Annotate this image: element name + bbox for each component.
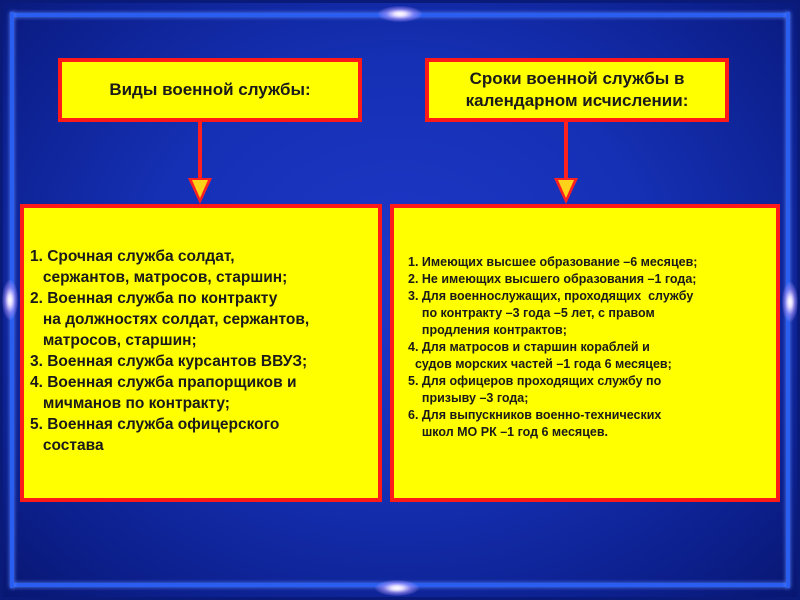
glow-top-decoration	[378, 6, 422, 22]
list-item: сержантов, матросов, старшин;	[30, 269, 288, 286]
glow-left-decoration	[2, 280, 18, 320]
list-item: состава	[30, 437, 104, 454]
down-arrow-right-icon	[553, 122, 579, 206]
list-item: призыву –3 года;	[408, 391, 529, 405]
list-item: 3. Для военнослужащих, проходящих службу	[408, 289, 694, 303]
service-terms-header	[425, 58, 729, 122]
military-service-types-list-box	[20, 204, 382, 502]
list-item: мичманов по контракту;	[30, 395, 230, 412]
list-item: 4. Для матросов и старшин кораблей и	[408, 340, 650, 354]
list-item: 5. Военная служба офицерского	[30, 416, 280, 433]
service-terms-list-box	[390, 204, 780, 502]
list-item: 5. Для офицеров проходящих службу по	[408, 374, 662, 388]
list-item: 2. Военная служба по контракту	[30, 290, 278, 307]
service-terms-title-line-2: календарном исчислении:	[465, 91, 689, 110]
service-terms-title	[466, 68, 689, 112]
list-item: матросов, старшин;	[30, 332, 197, 349]
military-service-types-title: Виды военной службы:	[109, 80, 311, 99]
list-item: судов морских частей –1 года 6 месяцев;	[408, 357, 672, 371]
glow-right-decoration	[782, 282, 798, 322]
military-service-types-list	[30, 246, 370, 456]
service-terms-list	[408, 254, 770, 441]
list-item: 3. Военная служба курсантов ВВУЗ;	[30, 353, 308, 370]
down-arrow-left-icon	[187, 122, 213, 206]
list-item: 4. Военная служба прапорщиков и	[30, 374, 297, 391]
list-item: 6. Для выпускников военно-технических	[408, 408, 662, 422]
military-service-types-header	[58, 58, 362, 122]
list-item: по контракту –3 года –5 лет, с правом	[408, 306, 655, 320]
list-item: 2. Не имеющих высшего образования –1 года;	[408, 272, 697, 286]
glow-bottom-decoration	[375, 580, 419, 596]
list-item: на должностях солдат, сержантов,	[30, 311, 310, 328]
service-terms-title-line-1: Сроки военной службы в	[469, 69, 685, 88]
list-item: школ МО РК –1 год 6 месяцев.	[408, 425, 608, 439]
list-item: 1. Срочная служба солдат,	[30, 248, 235, 265]
list-item: 1. Имеющих высшее образование –6 месяцев;	[408, 255, 698, 269]
list-item: продления контрактов;	[408, 323, 567, 337]
